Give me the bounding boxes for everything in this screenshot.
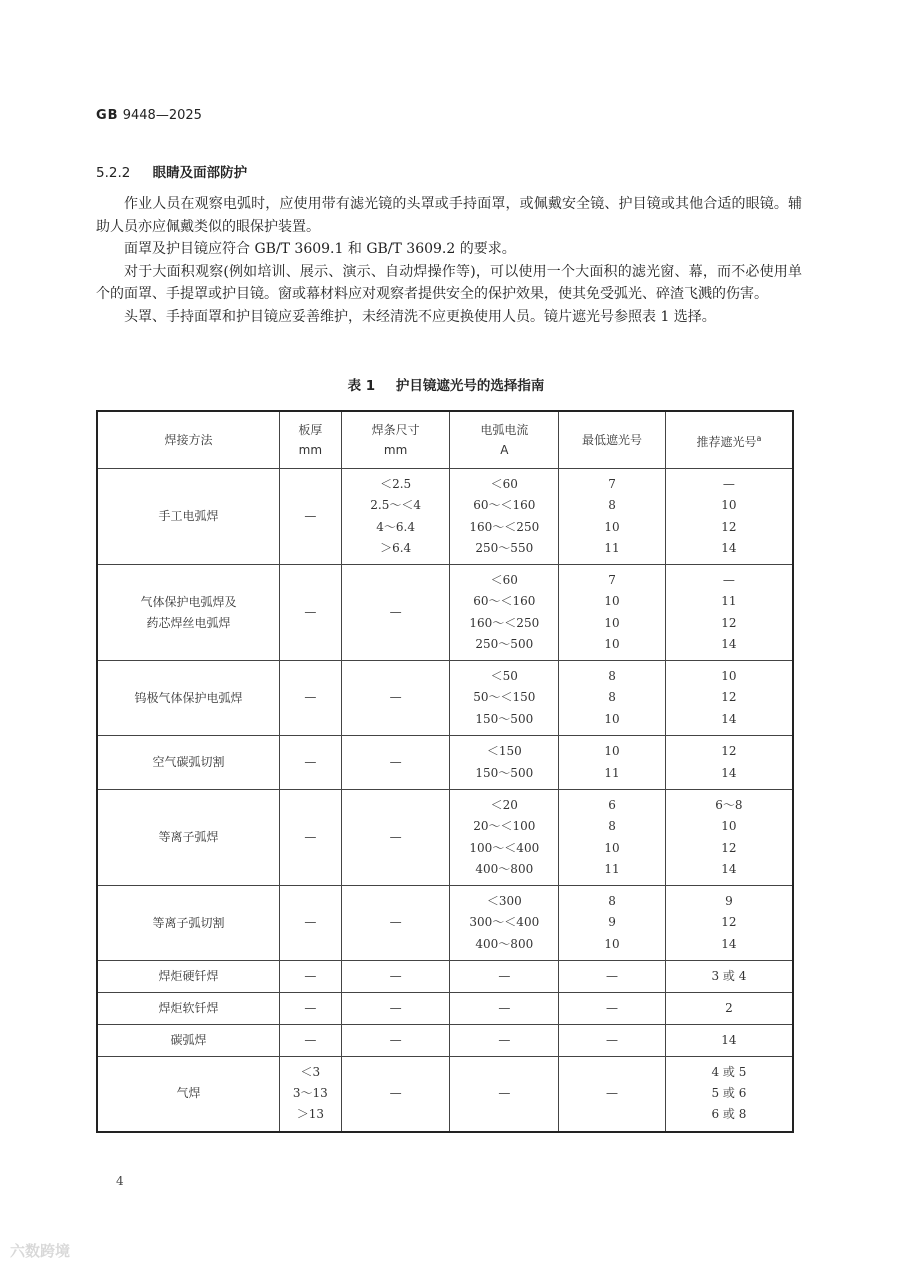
cell-thickness <box>279 469 341 565</box>
header-min-shade: 最低遮光号 <box>559 411 666 469</box>
header-thickness: 板厚 mm <box>279 411 341 469</box>
cell-method <box>97 469 279 565</box>
method-line: 等离子弧切割 <box>152 915 225 930</box>
cell-value: ＞6.4 <box>380 540 412 555</box>
cell-value: 150～500 <box>475 765 534 780</box>
cell-value: 14 <box>721 861 737 876</box>
table-row <box>97 736 793 790</box>
cell-value: — <box>389 1032 402 1047</box>
cell-thickness <box>279 993 341 1025</box>
cell-current <box>450 961 559 993</box>
table-header-row <box>97 411 793 469</box>
cell-value: ＜50 <box>490 668 518 683</box>
cell-electrode <box>341 661 450 736</box>
cell-current <box>450 1025 559 1057</box>
cell-value: — <box>389 1000 402 1015</box>
cell-rec <box>665 886 793 961</box>
cell-value: ＜20 <box>490 797 518 812</box>
paragraph: 头罩、手持面罩和护目镜应妥善维护，未经清洗不应更换使用人员。镜片遮光号参照表 1 选择。 <box>124 308 716 325</box>
cell-current <box>450 886 559 961</box>
cell-rec <box>665 1057 793 1132</box>
cell-min <box>559 469 666 565</box>
cell-value: 12 <box>721 615 737 630</box>
cell-thickness <box>279 1057 341 1132</box>
cell-value: 300～＜400 <box>469 915 540 930</box>
cell-electrode <box>341 736 450 790</box>
header-rec-shade: 推荐遮光号$^a$ <box>665 411 793 469</box>
watermark-logo: 六数跨境 <box>10 1242 71 1260</box>
cell-value: 6～8 <box>715 797 743 812</box>
cell-value: 160～＜250 <box>469 615 540 630</box>
cell-value: 4 或 5 <box>711 1064 747 1079</box>
cell-value: 10 <box>604 936 620 951</box>
method-line: 气焊 <box>176 1086 201 1101</box>
cell-value: — <box>606 1086 618 1101</box>
cell-method <box>97 736 279 790</box>
cell-value: — <box>304 1032 317 1047</box>
cell-value: 8 <box>608 668 616 683</box>
cell-value: 10 <box>604 615 620 630</box>
cell-value: — <box>722 572 735 587</box>
cell-value: — <box>389 968 402 983</box>
table-row <box>97 790 793 886</box>
cell-current <box>450 661 559 736</box>
cell-value: 250～550 <box>475 540 534 555</box>
cell-method <box>97 1057 279 1132</box>
method-line: 碳弧焊 <box>170 1033 207 1047</box>
cell-value: ＜60 <box>490 572 518 587</box>
cell-value: — <box>389 754 402 769</box>
cell-value: 2.5～＜4 <box>370 498 421 513</box>
section-number: 5.2.2 <box>96 165 131 181</box>
cell-rec <box>665 961 793 993</box>
cell-min <box>559 565 666 661</box>
section-heading <box>96 161 247 181</box>
table-title: 护目镜遮光号的选择指南 <box>395 378 545 394</box>
cell-current <box>450 993 559 1025</box>
header-current: 电弧电流 A <box>450 411 559 469</box>
cell-value: ＜150 <box>486 744 522 759</box>
cell-value: — <box>389 690 402 705</box>
cell-min <box>559 661 666 736</box>
cell-value: 10 <box>604 744 620 759</box>
cell-min <box>559 886 666 961</box>
cell-value: — <box>498 1086 511 1101</box>
cell-value: — <box>606 968 618 983</box>
cell-value: 12 <box>721 519 737 534</box>
cell-value: — <box>389 604 402 619</box>
cell-min <box>559 993 666 1025</box>
cell-value: — <box>304 754 317 769</box>
cell-value: 100～＜400 <box>469 840 540 855</box>
cell-value: 20～＜100 <box>473 819 536 834</box>
method-line: 气体保护电弧焊及 <box>140 594 237 609</box>
header-electrode: 焊条尺寸 mm <box>341 411 450 469</box>
cell-rec <box>665 661 793 736</box>
cell-value: 14 <box>721 540 737 555</box>
cell-value: 14 <box>721 636 737 651</box>
cell-thickness <box>279 1025 341 1057</box>
cell-current <box>450 565 559 661</box>
cell-value: 11 <box>604 861 620 876</box>
cell-value: 2 <box>725 1000 733 1015</box>
cell-rec <box>665 469 793 565</box>
cell-electrode <box>341 469 450 565</box>
cell-value: 60～＜160 <box>473 594 536 609</box>
shade-selection-table <box>96 410 794 1133</box>
cell-value: 400～800 <box>475 936 534 951</box>
footnote-marker: a <box>756 433 762 443</box>
cell-value: 6 或 8 <box>711 1107 747 1122</box>
cell-electrode <box>341 565 450 661</box>
cell-method <box>97 661 279 736</box>
section-title: 眼睛及面部防护 <box>152 165 248 181</box>
cell-electrode <box>341 886 450 961</box>
cell-value: 8 <box>608 819 616 834</box>
method-line: 等离子弧焊 <box>158 830 219 844</box>
cell-value: 14 <box>721 1032 737 1047</box>
method-line: 焊炬软钎焊 <box>158 1001 219 1015</box>
table-body <box>97 469 793 1132</box>
page-number: 4 <box>116 1174 124 1188</box>
cell-thickness <box>279 661 341 736</box>
document-header <box>96 108 202 123</box>
cell-value: 250～500 <box>475 636 534 651</box>
cell-value: — <box>304 690 317 705</box>
cell-min <box>559 1025 666 1057</box>
table-row <box>97 1025 793 1057</box>
paragraph: 作业人员在观察电弧时，应使用带有滤光镜的头罩或手持面罩，或佩戴安全镜、护目镜或其他合适的眼镜。辅助人员亦应佩戴类似的眼保护装置。 <box>96 196 802 235</box>
cell-method <box>97 961 279 993</box>
cell-value: — <box>606 1032 618 1047</box>
header-method: 焊接方法 <box>97 411 279 469</box>
cell-value: — <box>389 915 402 930</box>
method-line: 焊炬硬钎焊 <box>158 969 219 983</box>
cell-value: — <box>389 1086 402 1101</box>
cell-value: 10 <box>721 819 737 834</box>
cell-method <box>97 790 279 886</box>
table-row <box>97 469 793 565</box>
method-line: 手工电弧焊 <box>158 509 219 523</box>
cell-value: — <box>498 968 511 983</box>
cell-value: 8 <box>608 690 616 705</box>
cell-rec <box>665 1025 793 1057</box>
cell-value: 14 <box>721 936 737 951</box>
cell-value: 160～＜250 <box>469 519 540 534</box>
cell-value: 11 <box>721 594 737 609</box>
paragraph: 面罩及护目镜应符合 GB/T 3609.1 和 GB/T 3609.2 的要求。 <box>124 241 516 257</box>
cell-method <box>97 1025 279 1057</box>
cell-min <box>559 961 666 993</box>
cell-thickness <box>279 790 341 886</box>
table-number: 表 1 <box>347 378 376 394</box>
cell-current <box>450 469 559 565</box>
cell-value: 10 <box>604 594 620 609</box>
cell-value: — <box>722 476 735 491</box>
paragraph: 对于大面积观察(例如培训、展示、演示、自动焊操作等)，可以使用一个大面积的滤光窗、幕，而不必使用单个的面罩、手提罩或护目镜。窗或幕材料应对观察者提供安全的保护效果，使其免受弧光、碎渣飞溅的伤害。 <box>96 263 802 302</box>
cell-thickness <box>279 565 341 661</box>
cell-thickness <box>279 886 341 961</box>
cell-thickness <box>279 961 341 993</box>
cell-value: 12 <box>721 840 737 855</box>
cell-electrode <box>341 1025 450 1057</box>
standard-number: 9448—2025 <box>122 108 202 123</box>
cell-value: — <box>304 604 317 619</box>
cell-current <box>450 736 559 790</box>
cell-value: ＜300 <box>486 893 522 908</box>
cell-value: 10 <box>721 498 737 513</box>
cell-value: 10 <box>604 840 620 855</box>
cell-value: 12 <box>721 915 737 930</box>
cell-rec <box>665 565 793 661</box>
cell-min <box>559 736 666 790</box>
table-row <box>97 993 793 1025</box>
cell-value: ＜60 <box>490 476 518 491</box>
standard-prefix: GB <box>96 108 119 123</box>
cell-value: 60～＜160 <box>473 498 536 513</box>
cell-value: 5 或 6 <box>711 1086 747 1101</box>
cell-min <box>559 790 666 886</box>
cell-value: 12 <box>721 690 737 705</box>
cell-value: 11 <box>604 765 620 780</box>
cell-rec <box>665 736 793 790</box>
table-row <box>97 565 793 661</box>
cell-value: 9 <box>608 915 616 930</box>
table-row <box>97 661 793 736</box>
cell-current <box>450 790 559 886</box>
cell-rec <box>665 993 793 1025</box>
cell-value: 3～13 <box>292 1086 328 1101</box>
cell-value: 4～6.4 <box>376 519 415 534</box>
table-row <box>97 1057 793 1132</box>
cell-value: — <box>304 915 317 930</box>
cell-electrode <box>341 961 450 993</box>
cell-value: — <box>389 829 402 844</box>
cell-thickness <box>279 736 341 790</box>
cell-value: 8 <box>608 498 616 513</box>
cell-current <box>450 1057 559 1132</box>
table-caption <box>96 374 796 394</box>
table-row <box>97 886 793 961</box>
cell-value: — <box>304 829 317 844</box>
cell-value: 3 或 4 <box>711 968 747 983</box>
cell-value: 6 <box>608 797 616 812</box>
cell-value: 400～800 <box>475 861 534 876</box>
cell-value: — <box>498 1032 511 1047</box>
cell-value: 50～＜150 <box>473 690 536 705</box>
cell-value: 10 <box>604 711 620 726</box>
cell-value: — <box>606 1000 618 1015</box>
cell-value: — <box>498 1000 511 1015</box>
table-row <box>97 961 793 993</box>
cell-electrode <box>341 1057 450 1132</box>
cell-value: ＜2.5 <box>380 476 412 491</box>
cell-value: 7 <box>608 476 616 491</box>
cell-value: 7 <box>608 572 616 587</box>
cell-value: — <box>304 968 317 983</box>
body-text <box>96 193 802 328</box>
cell-value: 10 <box>604 636 620 651</box>
cell-value: 9 <box>725 893 733 908</box>
cell-value: 10 <box>721 668 737 683</box>
cell-value: — <box>304 1000 317 1015</box>
cell-value: ＞13 <box>296 1107 324 1122</box>
method-line: 钨极气体保护电弧焊 <box>134 690 243 705</box>
cell-electrode <box>341 790 450 886</box>
cell-electrode <box>341 993 450 1025</box>
cell-value: 8 <box>608 893 616 908</box>
cell-value: 12 <box>721 744 737 759</box>
cell-method <box>97 886 279 961</box>
cell-rec <box>665 790 793 886</box>
cell-value: ＜3 <box>300 1064 321 1079</box>
method-line: 空气碳弧切割 <box>152 755 225 769</box>
cell-method <box>97 565 279 661</box>
cell-method <box>97 993 279 1025</box>
cell-value: 11 <box>604 540 620 555</box>
cell-value: 150～500 <box>475 711 534 726</box>
method-line: 药芯焊丝电弧焊 <box>146 615 231 630</box>
cell-min <box>559 1057 666 1132</box>
cell-value: 14 <box>721 711 737 726</box>
cell-value: — <box>304 508 317 523</box>
cell-value: 14 <box>721 765 737 780</box>
cell-value: 10 <box>604 519 620 534</box>
